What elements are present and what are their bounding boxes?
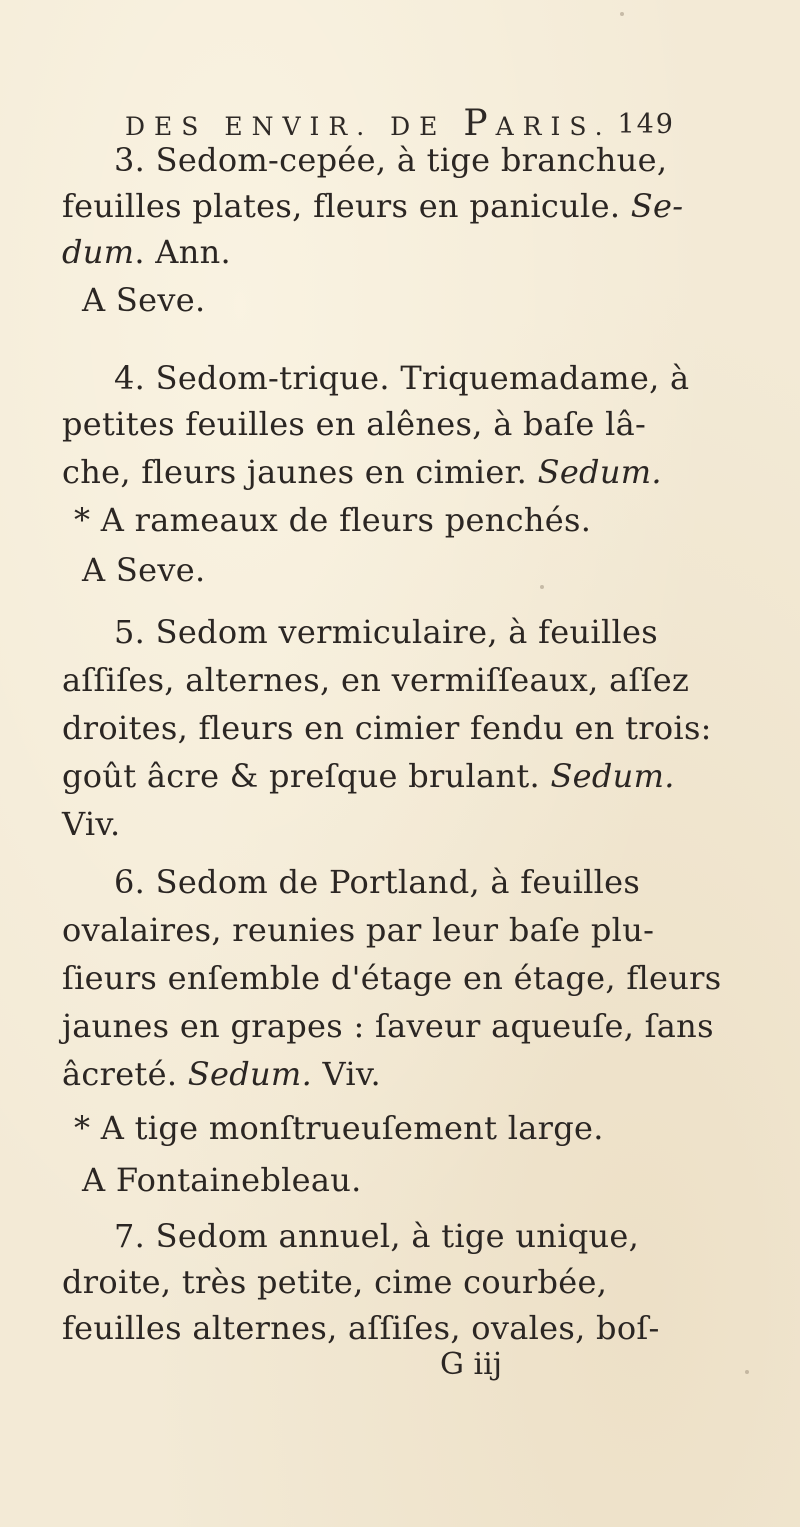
paper-speck [620, 12, 624, 16]
signature-mark: G iij [440, 1347, 502, 1382]
italic-term: Sedum. [187, 1055, 313, 1093]
text-line: petites feuilles en alênes, à baſe lâ- [62, 405, 647, 443]
text-line: A Fontainebleau. [82, 1161, 362, 1199]
text-line: ſieurs enſemble d'étage en étage, fleurs [62, 959, 722, 997]
text-line: Viv. [62, 805, 121, 843]
text-line-rest: . Ann. [134, 233, 231, 271]
text-line: droite, très petite, cime courbée, [62, 1263, 608, 1301]
paper-speck [745, 1370, 749, 1374]
italic-term: Sedum. [537, 453, 662, 491]
running-header [125, 103, 685, 143]
text-line [62, 232, 231, 272]
text-line-content: goût âcre & preſque brulant. [62, 757, 551, 795]
text-line: ovalaires, reunies par leur baſe plu- [62, 911, 655, 949]
text-line [62, 1054, 381, 1094]
text-line [62, 452, 662, 492]
italic-term: Se- [630, 187, 684, 225]
text-line: droites, fleurs en cimier fendu en trois: [62, 709, 712, 747]
text-line-content: che, fleurs jaunes en cimier. [62, 453, 538, 491]
running-title [125, 103, 612, 144]
text-line: 4. Sedom-trique. Triquemadame, à [114, 359, 690, 397]
running-title-part1: DES ENVIR. DE [125, 112, 464, 141]
text-line-content: feuilles plates, fleurs en panicule. Se- [62, 187, 684, 225]
text-line [62, 756, 675, 796]
text-line: 5. Sedom vermiculaire, à feuilles [114, 613, 658, 651]
text-line: * A tige monſtrueuſement large. [74, 1109, 604, 1147]
text-line: 3. Sedom-cepée, à tige branchue, [114, 141, 668, 179]
page-number: 149 [617, 109, 675, 140]
text-line: A Seve. [82, 281, 206, 319]
italic-term: Sedum. [550, 757, 675, 795]
running-title-rest: ARIS. [495, 112, 612, 141]
text-line: aſſiſes, alternes, en vermiſſeaux, aſſez [62, 661, 690, 699]
text-line: 6. Sedom de Portland, à feuilles [114, 863, 641, 901]
text-line-content: âcreté. [62, 1055, 188, 1093]
text-line [62, 186, 683, 226]
text-line: 7. Sedom annuel, à tige unique, [114, 1217, 640, 1255]
running-title-initial: P [463, 103, 496, 144]
text-line: feuilles alternes, aſſiſes, ovales, boſ- [62, 1309, 660, 1347]
text-line: A Seve. [82, 551, 206, 589]
italic-term: dum [62, 233, 135, 271]
text-line: jaunes en grapes : ſaveur aqueuſe, ſans [62, 1007, 714, 1045]
text-line-rest: Viv. [312, 1055, 381, 1093]
paper-speck [540, 585, 544, 589]
text-line: * A rameaux de fleurs penchés. [74, 501, 592, 539]
